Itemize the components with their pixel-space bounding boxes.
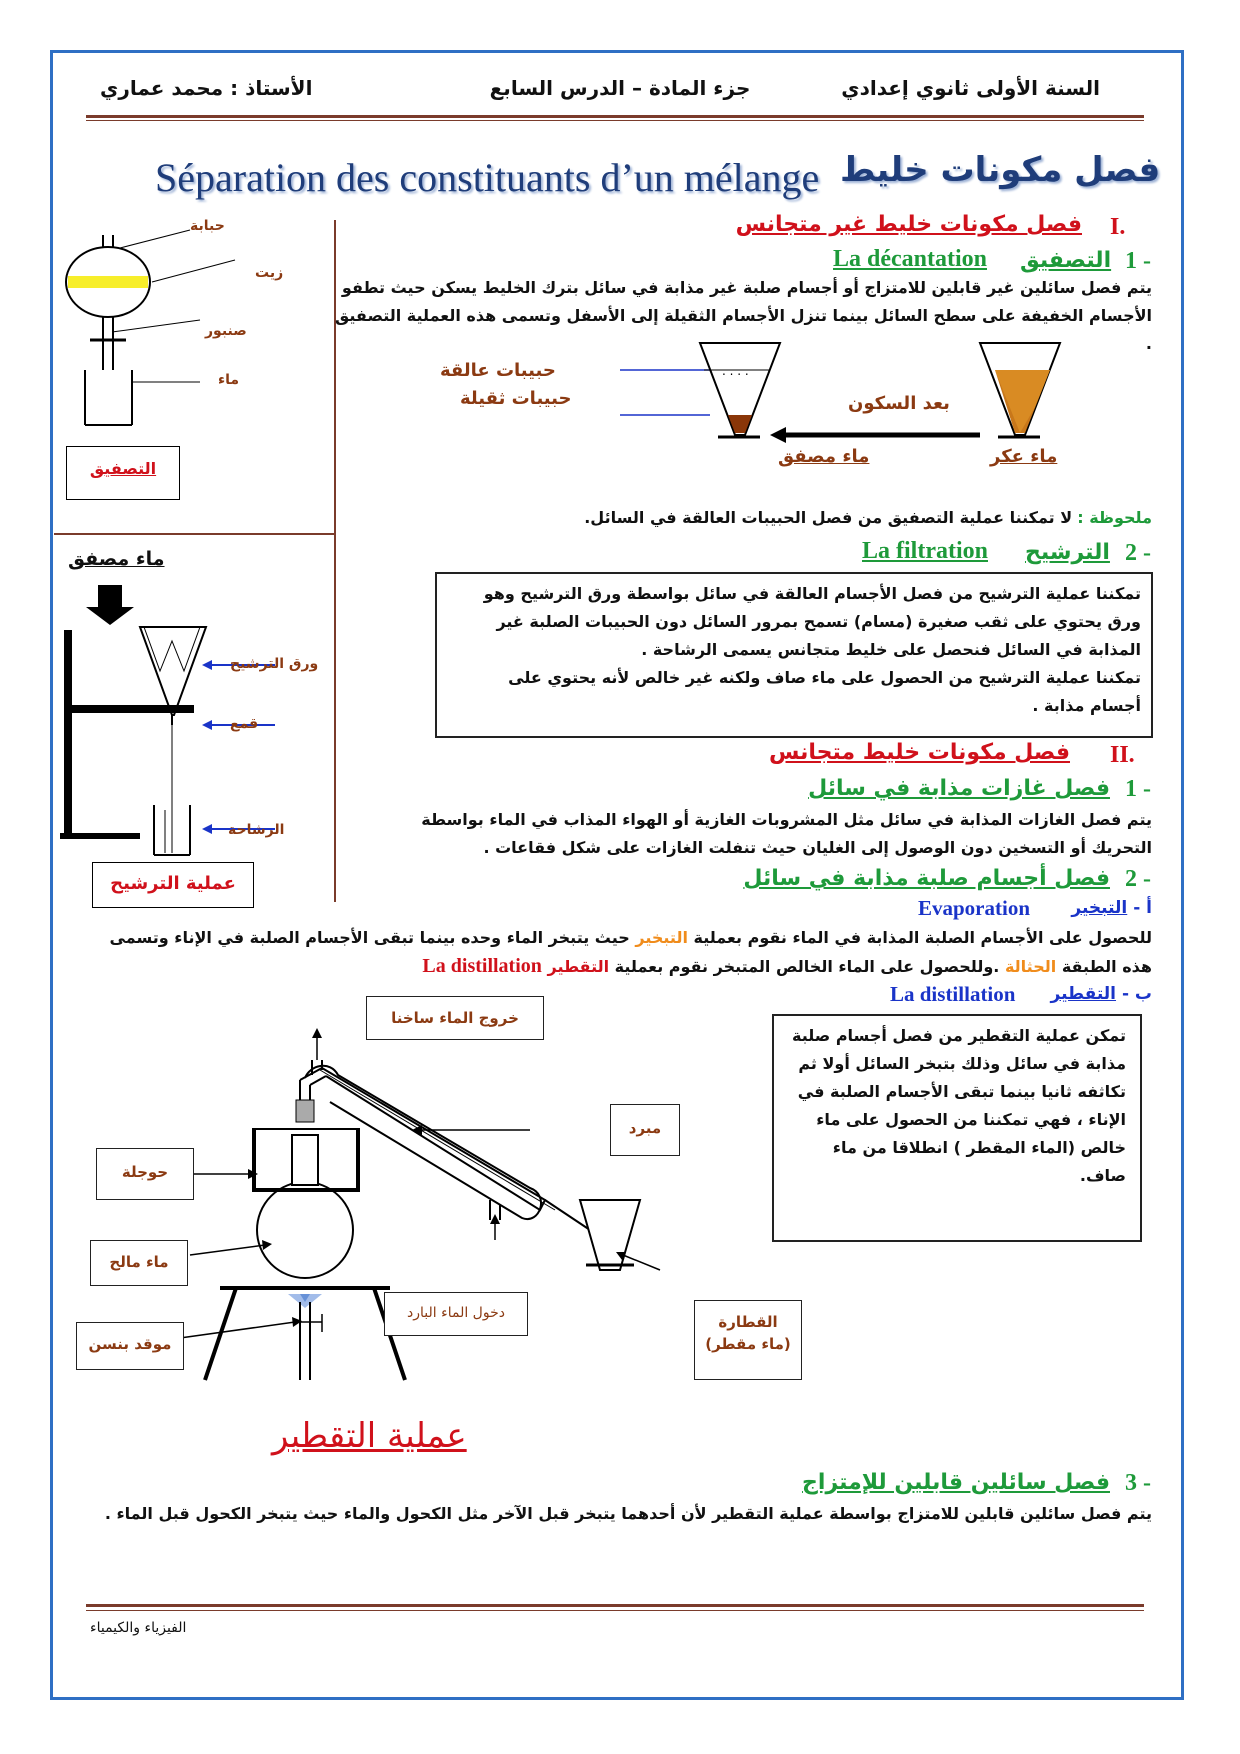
filter-caption: عملية الترشيح [110,873,236,894]
evap-letter: أ - [1133,898,1152,918]
filtration-line-5: أجسام مذابة . [1032,696,1141,715]
dist-box-line-2: مذابة في سائل وذلك بتبخر السائل أولا ثم [798,1054,1126,1073]
evap-line-2 [92,952,1152,981]
dist-box-line-3: تكاثفه ثانيا بينما تبقى الأجسام الصلبة في [797,1082,1126,1101]
decantation-num: 1 - [1125,248,1151,274]
label-turbid-water: ماء عكر [990,446,1058,467]
label-bubble: حبابة [190,218,225,234]
label-salty-water: ماء مالح [109,1253,169,1271]
evap-fr: Evaporation [918,896,1031,920]
left-panel-split [54,533,336,535]
svg-text:. . . .: . . . . [722,364,749,378]
evap-line2-b: الحثالة [1004,957,1057,976]
section2-title: فصل مكونات خليط متجانس [769,740,1070,765]
miscible-text: يتم فصل سائلين قابلين للامتزاج بواسطة عملية التقطير لأن أحدهما يتبخر قبل الآخر مثل الكحول والماء حيث يتبخر الكحول قبل الماء . [104,1504,1152,1523]
label-cold-water-in: دخول الماء البارد [407,1305,505,1321]
evap-ar: التبخير [1071,898,1128,918]
label-heavy-particles: حبيبات ثقيلة [460,388,572,409]
label-tap: صنبور [205,323,247,339]
solids-num: 2 - [1125,866,1151,892]
decantation-fr: La décantation [833,246,988,272]
label-hot-water-out: خروج الماء ساخنا [391,1009,519,1027]
solids-title: فصل أجسام صلبة مذابة في سائل [743,866,1110,891]
evap-line1-a: للحصول على الأجسام الصلبة المذابة في الماء نقوم بعملية [693,928,1152,947]
decantation-caption: التصفيق [89,459,157,478]
filtration-num: 2 - [1125,540,1151,566]
label-filter-paper: ورق الترشيح [230,656,319,672]
filtration-line-2: ورق يحتوي على ثقب صغيرة (مسام) تسمح بمرور السائل دون الحبيبات الصلبة غير [496,612,1141,631]
title-ar: فصل مكونات خليط [840,150,1161,190]
label-filtrate: الرشاحة [228,822,285,838]
section2-num: II. [1110,742,1135,768]
evap-line2-a: هذه الطبقة [1061,957,1152,976]
footer-rule-thin [86,1610,1144,1611]
evap-line1-c: حيث يتبخر الماء وحده بينما تبقى الأجسام الصلبة في الإناء وتسمى [109,928,630,947]
filtration-line-1: تمكننا عملية الترشيح من فصل الأجسام العالقة في سائل بواسطة ورق الترشيح وهو [483,584,1141,603]
dist-box-line-6: صاف. [1079,1166,1126,1185]
filtration-ar: الترشيح [1025,540,1110,565]
filtration-line-4: تمكننا عملية الترشيح من الحصول على ماء صاف ولكنه غير خالص لأنه يحتوي على [508,668,1141,687]
distillation-box [772,1014,1142,1242]
dist-ar: التقطير [1050,984,1117,1004]
footer-rule [86,1604,1144,1607]
filtration-box [435,572,1153,738]
hot-out-box [366,996,544,1040]
cold-in-box [384,1292,528,1336]
evap-heading [1071,898,1152,918]
gases-text-1: يتم فصل الغازات المذابة في سائل مثل المشروبات الغازية أو الهواء المذاب في الماء بواسطة [421,810,1152,829]
dist-box-line-4: الإناء ، فهي تمكننا من الحصول على ماء [816,1110,1126,1129]
burner-box [76,1322,184,1370]
label-condenser: مبرد [628,1119,662,1137]
label-distilled-water: (ماء مقطر) [705,1335,791,1353]
filtration-line-3: المذابة في السائل فنحصل على خليط متجانس يسمى الرشاحة . [641,640,1141,659]
decantation-note [584,508,1152,527]
flask-box [96,1148,194,1200]
dist-fr: La distillation [890,982,1016,1006]
label-suspended-particles: حبيبات عالقة [440,360,556,381]
decantation-diagram [600,335,1070,445]
evap-line2-e: La distillation [422,955,542,977]
miscible-title: فصل سائلين قابلين للإمتزاج [802,1470,1110,1495]
label-after-rest: بعد السكون [848,393,950,414]
section1-num: I. [1110,214,1126,240]
filtration-diagram [60,585,300,855]
evap-line-1 [92,924,1152,952]
decantation-ar: التصفيق [1020,248,1112,273]
note-text: لا تمكننا عملية التصفيق من فصل الحبيبات العالقة في السائل. [584,508,1073,527]
label-distillate: القطارة [718,1313,778,1331]
label-funnel: قمع [230,716,259,732]
label-decanted-water: ماء مصفق [778,446,870,467]
header-level: السنة الأولى ثانوي إعدادي [841,76,1100,100]
label-burner: موقد بنسن [88,1335,172,1353]
filter-caption-box [92,862,254,908]
label-water: ماء [218,372,240,388]
footer-subject: الفيزياء والكيمياء [90,1620,187,1636]
condenser-box [610,1104,680,1156]
gases-num: 1 - [1125,776,1151,802]
salty-water-box [90,1240,188,1286]
distillate-box [694,1300,802,1380]
label-flask: حوجلة [121,1163,169,1181]
gases-text-2: التحريك أو التسخين دون الوصول إلى الغليان حيث تنفلت الغازات على شكل فقاعات . [483,838,1152,857]
miscible-num: 3 - [1125,1470,1151,1496]
title-fr: Séparation des constituants d’un mélange [155,155,820,200]
filter-top-label: ماء مصفق [68,548,165,570]
evap-line1-b: التبخير [635,928,688,947]
evap-line2-d: التقطير [547,957,610,976]
section1-title: فصل مكونات خليط غير متجانس [735,212,1082,237]
gases-title: فصل غازات مذابة في سائل [808,776,1110,801]
filtration-fr: La filtration [862,538,988,564]
dist-box-line-1: تمكن عملية التقطير من فصل أجسام صلبة [792,1026,1126,1045]
label-oil: زيت [255,265,284,281]
dist-heading [1051,984,1152,1004]
dist-box-line-5: خالص (الماء المقطر ) انطلاقا من ماء [832,1138,1126,1157]
evap-line2-c: .وللحصول على الماء الخالص المتبخر نقوم بعملية [614,957,1000,976]
header-rule [86,115,1144,118]
note-label: ملحوظة : [1077,508,1152,527]
decantation-text-1: يتم فصل سائلين غير قابلين للامتزاج أو أجسام صلبة غير مذابة في سائل بترك الخليط يسكن حيث تطفو [341,278,1152,297]
header-lesson: جزء المادة – الدرس السابع [489,76,751,100]
decantation-text-2: الأجسام الخفيفة على سطح السائل بينما تنزل الأجسام الثقيلة إلى الأسفل وتسمى هذه العملية التصفيق . [334,306,1152,353]
header-rule-thin [86,120,1144,121]
distillation-caption: عملية التقطير [272,1416,467,1456]
decantation-caption-box [66,446,180,500]
dist-letter: ب - [1121,984,1152,1004]
header-teacher: الأستاذ : محمد عماري [100,76,313,100]
